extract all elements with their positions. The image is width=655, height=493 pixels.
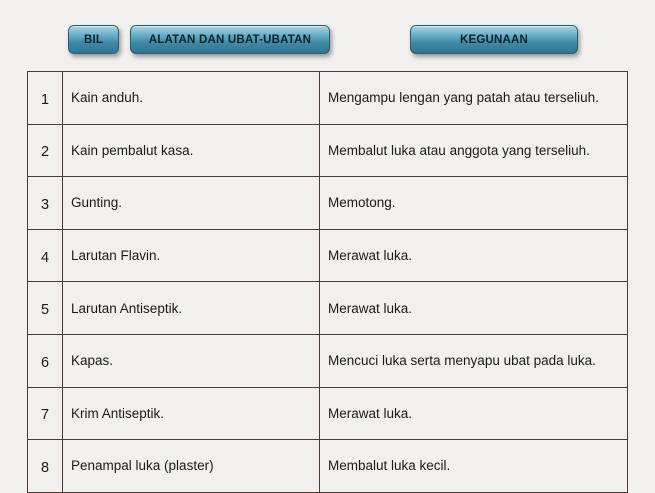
alatan-header-button[interactable]: ALATAN DAN UBAT-UBATAN	[130, 25, 330, 54]
row-number: 6	[28, 334, 63, 387]
table-row	[28, 229, 628, 282]
row-number: 3	[28, 177, 63, 230]
row-number: 7	[28, 387, 63, 440]
row-item: Kapas.	[63, 334, 320, 387]
table-row	[28, 334, 628, 387]
row-use: Merawat luka.	[320, 282, 628, 335]
row-use: Mencuci luka serta menyapu ubat pada luka.	[320, 334, 628, 387]
row-item: Kain pembalut kasa.	[63, 124, 320, 177]
row-number: 1	[28, 72, 63, 125]
table-row	[28, 72, 628, 125]
table-row	[28, 177, 628, 230]
row-item: Krim Antiseptik.	[63, 387, 320, 440]
table-row	[28, 440, 628, 493]
row-item: Larutan Flavin.	[63, 229, 320, 282]
row-use: Mengampu lengan yang patah atau terseliuh.	[320, 72, 628, 125]
table-row	[28, 124, 628, 177]
row-number: 2	[28, 124, 63, 177]
row-item: Kain anduh.	[63, 72, 320, 125]
first-aid-table	[27, 71, 628, 493]
row-use: Merawat luka.	[320, 387, 628, 440]
row-use: Merawat luka.	[320, 229, 628, 282]
kegunaan-header-button[interactable]: KEGUNAAN	[410, 25, 578, 54]
bil-header-button[interactable]: BIL	[68, 25, 119, 54]
row-number: 4	[28, 229, 63, 282]
row-item: Penampal luka (plaster)	[63, 440, 320, 493]
row-use: Membalut luka atau anggota yang terseliuh.	[320, 124, 628, 177]
row-number: 5	[28, 282, 63, 335]
row-use: Memotong.	[320, 177, 628, 230]
row-number: 8	[28, 440, 63, 493]
table-row	[28, 282, 628, 335]
row-item: Gunting.	[63, 177, 320, 230]
row-item: Larutan Antiseptik.	[63, 282, 320, 335]
table-row	[28, 387, 628, 440]
row-use: Membalut luka kecil.	[320, 440, 628, 493]
